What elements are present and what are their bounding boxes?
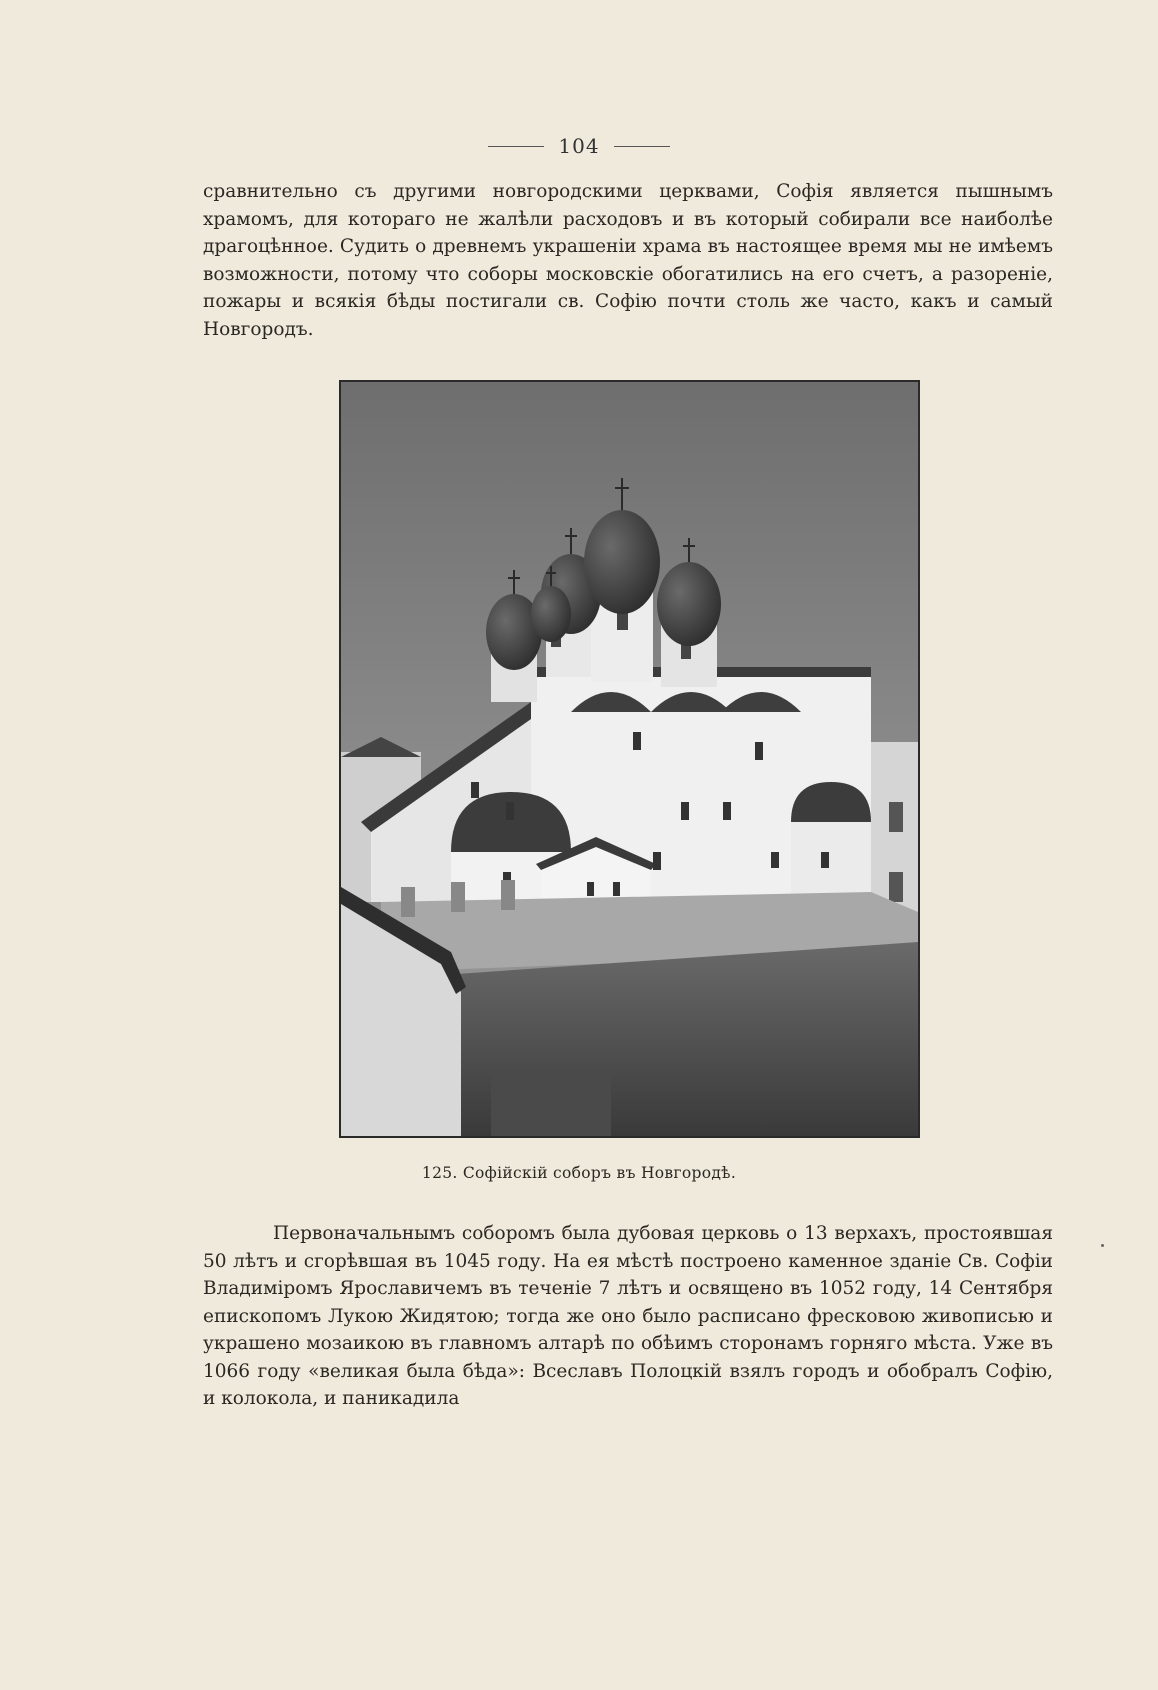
header-rule-left: [488, 146, 544, 147]
paragraph-bottom: Первоначальнымъ соборомъ была дубовая церковь о 13 верхахъ, простоявшая 50 лѣтъ и сгорѣвшая въ 1045 году. На ея мѣстѣ построено каменное зданіе Св. Софіи Владиміромъ Ярославичемъ въ теченіе 7 лѣтъ и освящено въ 1052 году, 14 Сентября епископомъ Лукою Жидятою; тогда же оно было расписано фресковою живописью и украшено мозаикою въ главномъ алтарѣ по обѣимъ сторонамъ горняго мѣста. Уже въ 1066 году «великая была бѣда»: Всеславъ Полоцкій взялъ городъ и обобралъ Софію, и колокола, и паникадила: [203, 1223, 1053, 1409]
cathedral-illustration: [341, 382, 918, 1136]
figure-caption: 125. Софійскій соборъ въ Новгородѣ.: [421, 1164, 737, 1182]
paragraph-top: сравнительно съ другими новгородскими церквами, Софія является пышнымъ храмомъ, для котораго не жалѣли расходовъ и въ который собирали все наиболѣе драгоцѣнное. Судить о древнемъ украшеніи храма въ настоящее время мы не имѣемъ возможности, потому что соборы московскіе обогатились на его счетъ, а разореніе, пожары и всякія бѣды постигали св. Софію почти столь же часто, какъ и самый Новгородъ.: [203, 181, 1053, 340]
page-header: [0, 134, 1158, 158]
page-number: 104: [558, 134, 600, 158]
cathedral-photograph: [339, 380, 920, 1138]
paper-speck: [1101, 1244, 1104, 1247]
header-rule-right: [614, 146, 670, 147]
